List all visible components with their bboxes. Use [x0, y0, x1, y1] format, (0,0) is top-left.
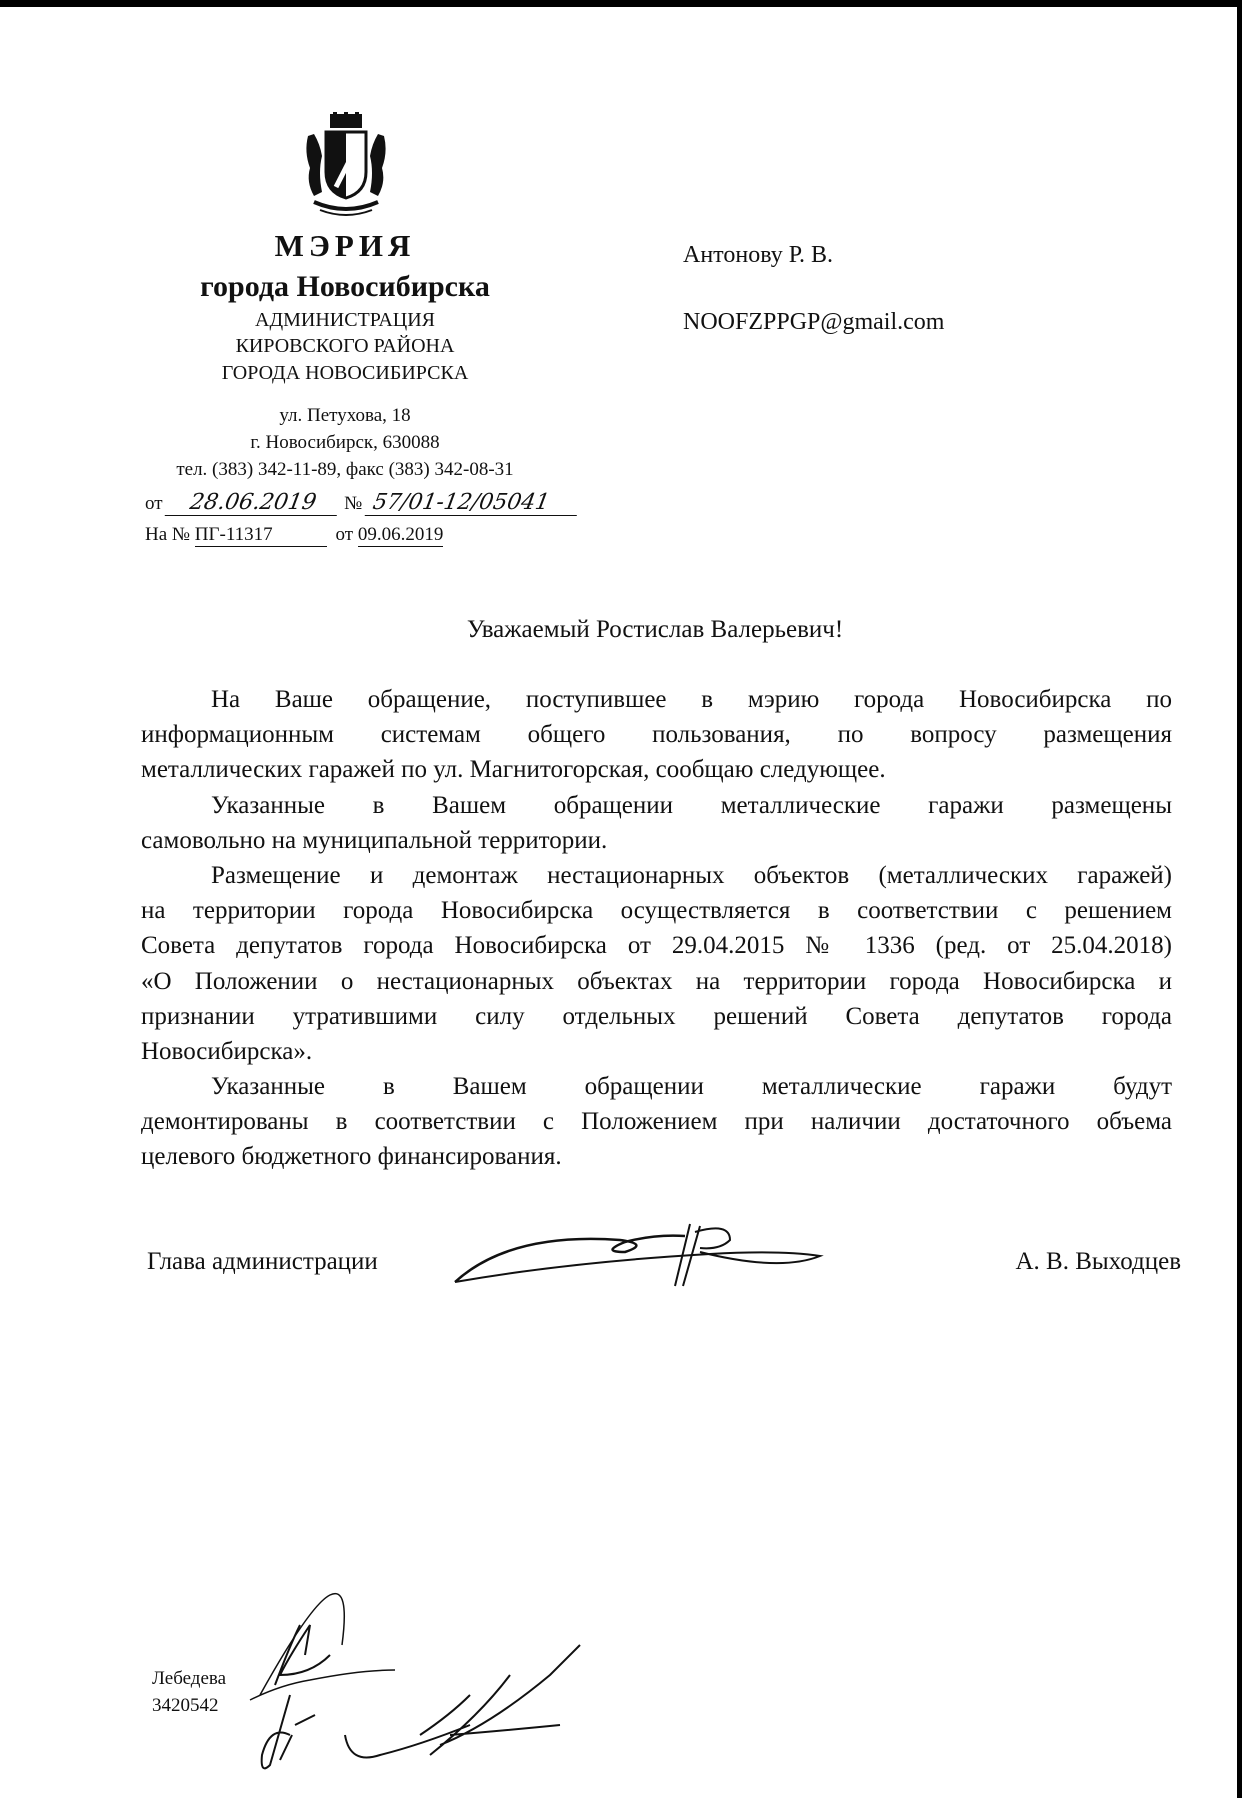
- city-title: города Новосибирска: [200, 270, 490, 303]
- body-line: Указанные в Вашем обращении металлические гаражи будут: [211, 1073, 1172, 1101]
- outgoing-registration: [145, 490, 579, 516]
- number-label: №: [344, 493, 363, 514]
- signatory-position: Глава администрации: [147, 1248, 378, 1275]
- body-line: металлических гаражей по ул. Магнитогорская, сообщаю следующее.: [141, 756, 886, 784]
- from-label: от: [145, 493, 163, 514]
- reply-from-label: от: [335, 524, 354, 545]
- executor-phone: 3420542: [152, 1695, 219, 1716]
- body-line: на территории города Новосибирска осуществляется в соответствии с решением: [141, 897, 1172, 925]
- body-line: Новосибирска».: [141, 1037, 313, 1065]
- body-line: самовольно на муниципальной территории.: [141, 826, 608, 854]
- executor-name: Лебедева: [152, 1668, 227, 1689]
- address-line: г. Новосибирск, 630088: [250, 432, 440, 453]
- body-line: информационным системам общего пользования, по вопросу размещения: [141, 721, 1172, 749]
- reply-number: ПГ-11317: [195, 524, 327, 547]
- body-line: Размещение и демонтаж нестационарных объектов (металлических гаражей): [211, 861, 1172, 889]
- scan-border-top: [0, 0, 1242, 7]
- outgoing-date: 28.06.2019: [165, 490, 342, 516]
- outgoing-number: 57/01-12/05041: [365, 490, 582, 516]
- body-line: Указанные в Вашем обращении металлические гаражи размещены: [211, 791, 1172, 819]
- coat-of-arms-icon: [300, 112, 392, 220]
- handwritten-signature: [450, 1222, 830, 1292]
- scan-border-right: [1237, 0, 1242, 1798]
- salutation: Уважаемый Ростислав Валерьевич!: [466, 616, 844, 643]
- signatory-name: А. В. Выходцев: [1015, 1248, 1181, 1275]
- body-line: признании утратившими силу отдельных решений Совета депутатов города: [141, 1002, 1172, 1030]
- body-line: Совета депутатов города Новосибирска от 29.04.2015 № 1336 (ред. от 25.04.2018): [141, 932, 1172, 960]
- letter-body: [141, 682, 1172, 1175]
- mayor-office-title: МЭРИЯ: [274, 228, 416, 263]
- admin-line: КИРОВСКОГО РАЙОНА: [235, 335, 455, 357]
- body-line: демонтированы в соответствии с Положением при наличии достаточного объема: [141, 1108, 1172, 1136]
- recipient-name: Антонову Р. В.: [683, 242, 834, 268]
- reply-label: На №: [145, 524, 191, 545]
- address-line: ул. Петухова, 18: [279, 405, 411, 426]
- body-line: «О Положении о нестационарных объектах на территории города Новосибирска и: [141, 967, 1172, 995]
- admin-line: АДМИНИСТРАЦИЯ: [255, 309, 435, 331]
- contact-line: тел. (383) 342-11-89, факс (383) 342-08-31: [176, 459, 514, 480]
- reply-registration: [145, 524, 443, 547]
- recipient-email: NOOFZPPGP@gmail.com: [683, 309, 945, 335]
- body-line: целевого бюджетного финансирования.: [141, 1143, 562, 1171]
- reply-date: 09.06.2019: [357, 524, 444, 545]
- body-line: На Ваше обращение, поступившее в мэрию города Новосибирска по: [211, 686, 1172, 713]
- admin-line: ГОРОДА НОВОСИБИРСКА: [221, 362, 469, 384]
- approval-signatures: [220, 1585, 620, 1775]
